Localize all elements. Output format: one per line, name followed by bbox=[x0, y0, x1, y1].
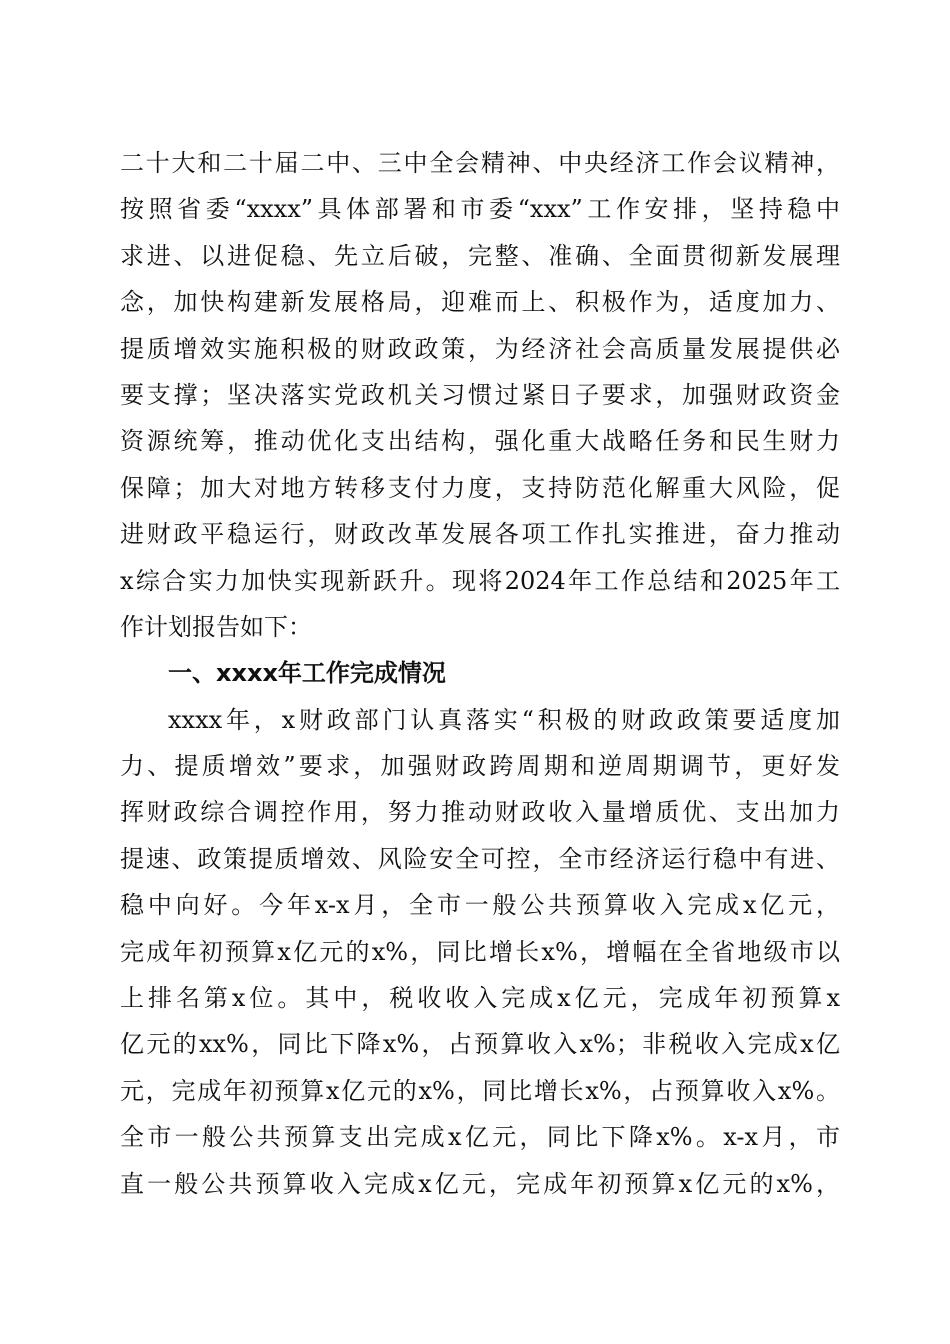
text-line: 稳中向好。今年x-x月，全市一般公共预算收入完成x亿元， bbox=[120, 891, 840, 920]
text-line: 亿元的xx%，同比下降x%，占预算收入x%；非税收入完成x亿 bbox=[120, 1030, 840, 1059]
text-line: 全市一般公共预算支出完成x亿元，同比下降x%。x-x月，市 bbox=[120, 1123, 840, 1152]
section-heading: 一、xxxx年工作完成情况 bbox=[168, 659, 446, 688]
text-line: 念，加快构建新发展格局，迎难而上、积极作为，适度加力、 bbox=[120, 288, 840, 317]
text-line: 提速、政策提质增效、风险安全可控，全市经济运行稳中有进、 bbox=[120, 844, 840, 873]
text-line: 作计划报告如下： bbox=[120, 612, 312, 641]
text-line: 二十大和二十届二中、三中全会精神、中央经济工作会议精神， bbox=[120, 149, 840, 177]
document-body bbox=[120, 140, 840, 1207]
text-line: 进财政平稳运行，财政改革发展各项工作扎实推进，奋力推动 bbox=[120, 520, 840, 549]
text-line: 上排名第x位。其中，税收收入完成x亿元，完成年初预算x bbox=[120, 984, 840, 1013]
text-line: 挥财政综合调控作用，努力推动财政收入量增质优、支出加力 bbox=[120, 798, 840, 827]
text-line: 求进、以进促稳、先立后破，完整、准确、全面贯彻新发展理 bbox=[120, 241, 840, 270]
text-line: 完成年初预算x亿元的x%，同比增长x%，增幅在全省地级市以 bbox=[120, 937, 840, 966]
text-line: 按照省委“xxxx”具体部署和市委“xxx”工作安排，坚持稳中 bbox=[120, 195, 840, 224]
text-line: xxxx年，x财政部门认真落实“积极的财政政策要适度加 bbox=[168, 705, 840, 734]
text-line: 保障；加大对地方转移支付力度，支持防范化解重大风险，促 bbox=[120, 473, 840, 502]
text-line: 提质增效实施积极的财政政策，为经济社会高质量发展提供必 bbox=[120, 334, 840, 363]
text-line: x综合实力加快实现新跃升。现将2024年工作总结和2025年工 bbox=[120, 566, 840, 595]
text-line: 直一般公共预算收入完成x亿元，完成年初预算x亿元的x%， bbox=[120, 1169, 840, 1198]
text-line: 元，完成年初预算x亿元的x%，同比增长x%，占预算收入x%。 bbox=[120, 1076, 840, 1105]
text-line: 资源统筹，推动优化支出结构，强化重大战略任务和民生财力 bbox=[120, 427, 840, 456]
text-line: 力、提质增效”要求，加强财政跨周期和逆周期调节，更好发 bbox=[120, 752, 840, 781]
text-line: 要支撑；坚决落实党政机关习惯过紧日子要求，加强财政资金 bbox=[120, 380, 840, 409]
